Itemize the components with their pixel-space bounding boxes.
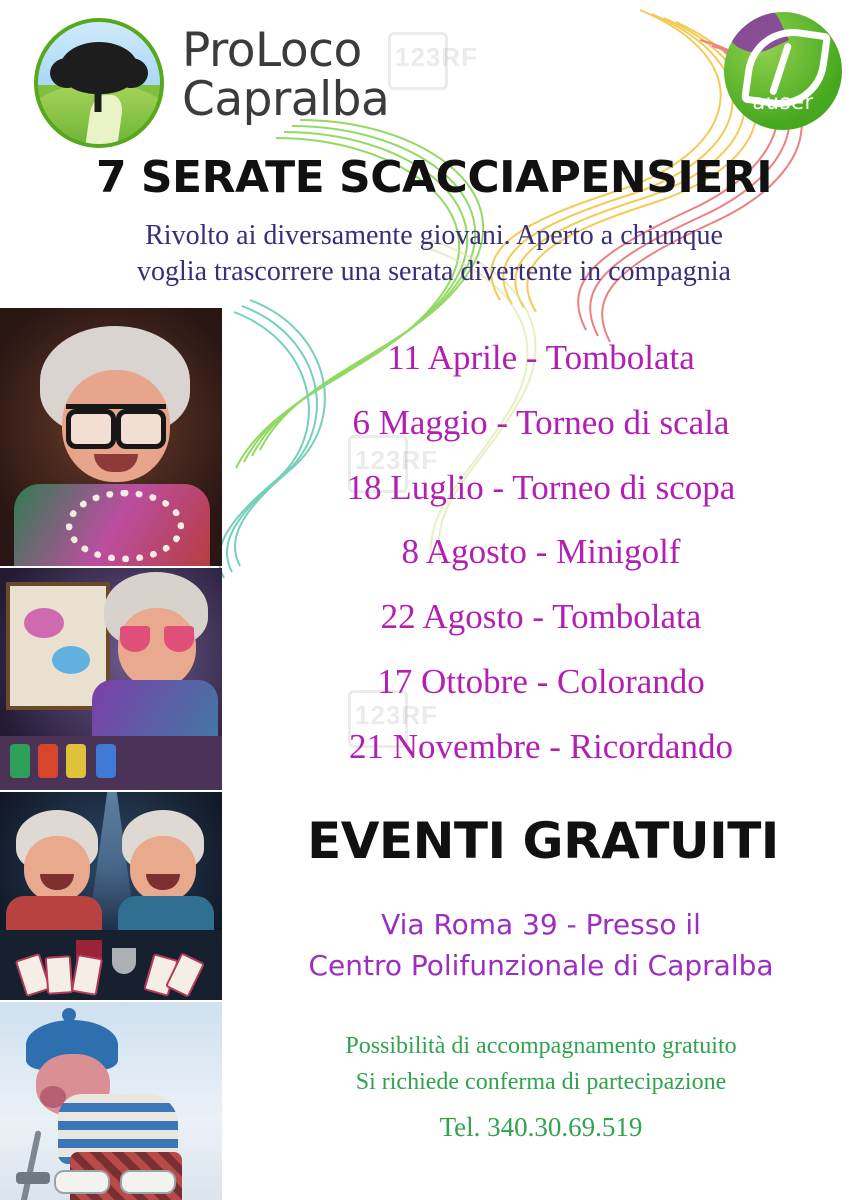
watermark-text: 123RF xyxy=(395,42,479,72)
venue-address xyxy=(230,905,852,986)
organization-name xyxy=(182,23,390,128)
page-title: 7 SERATE SCACCIAPENSIERI xyxy=(95,152,773,203)
footer-notes xyxy=(230,1028,852,1148)
list-item: 11 Aprile - Tombolata xyxy=(387,338,695,377)
watermark-box xyxy=(388,32,448,90)
auser-leaf-logo-icon xyxy=(724,12,842,130)
list-item: 22 Agosto - Tombolata xyxy=(380,597,702,636)
list-item: 18 Luglio - Torneo di scopa xyxy=(346,467,736,507)
organization-name-line2: Capralba xyxy=(182,72,390,128)
photo-elderly-woman-glasses xyxy=(0,308,222,566)
list-item: 6 Maggio - Torneo di scala xyxy=(352,402,730,442)
photo-elderly-painter xyxy=(0,568,222,790)
subtitle-line1: Rivolto ai diversamente giovani. Aperto a chiunque xyxy=(145,220,723,251)
event-list xyxy=(232,326,850,779)
list-item: 8 Agosto - Minigolf xyxy=(401,532,681,572)
organization-name-line1: ProLoco xyxy=(182,23,362,78)
tree-logo-icon xyxy=(34,18,164,148)
note-line2: Si richiede conferma di partecipazione xyxy=(355,1069,727,1096)
list-item: 21 Novembre - Ricordando xyxy=(349,726,733,766)
note-line1: Possibilità di accompagnamento gratuito xyxy=(345,1033,737,1059)
photo-elderly-golfer xyxy=(0,1002,222,1200)
auser-logo-label: auser xyxy=(752,90,814,114)
free-events-banner: EVENTI GRATUITI xyxy=(307,812,779,870)
contact-phone: Tel. 340.30.69.519 xyxy=(439,1111,643,1142)
subtitle-line2: voglia trascorrere una serata divertente in compagnia xyxy=(137,255,731,287)
watermark-text: 123RF xyxy=(355,700,439,730)
venue-address-line2: Centro Polifunzionale di Capralba xyxy=(308,948,774,982)
subtitle xyxy=(40,218,828,290)
photo-two-women-cards xyxy=(0,792,222,1000)
watermark-text: 123RF xyxy=(355,445,439,475)
list-item: 17 Ottobre - Colorando xyxy=(377,661,705,701)
venue-address-line1: Via Roma 39 - Presso il xyxy=(381,908,701,941)
